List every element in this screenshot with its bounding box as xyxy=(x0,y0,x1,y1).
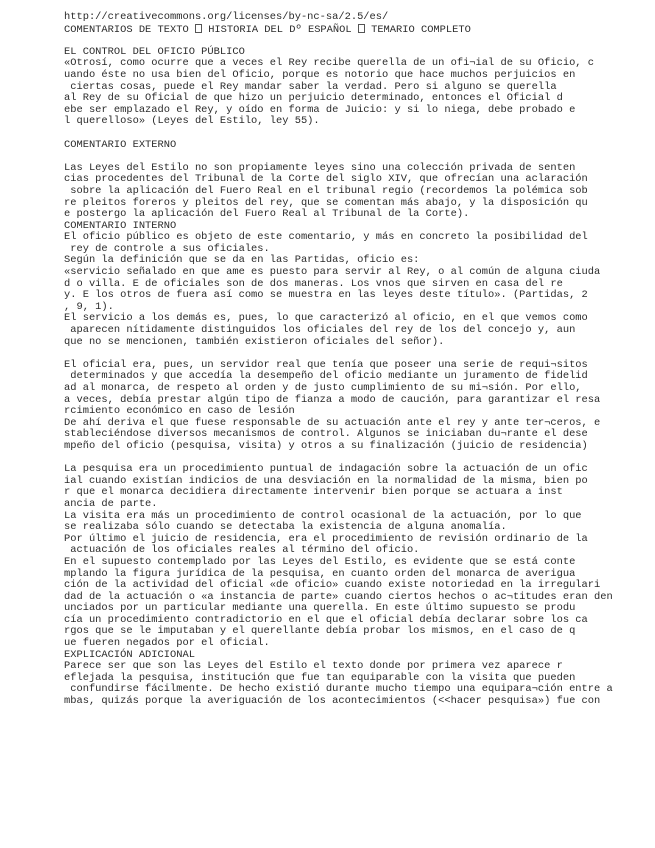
text-line: Parece ser que son las Leyes del Estilo el texto donde por primera vez aparece r xyxy=(64,660,563,673)
text-line: sobre la aplicación del Fuero Real en el tribunal regio (recordemos la polémica sob xyxy=(64,184,588,197)
text-line: stableciéndose diversos mecanismos de control. Algunos se iniciaban du¬rante el dese xyxy=(64,428,588,441)
text-line: rgos que se le imputaban y el querellante debía probar los mismos, en el caso de q xyxy=(64,625,576,638)
text-line: dad de la actuación o «a instancia de parte» cuando ciertos hechos o ac¬titudes eran den xyxy=(64,590,613,603)
text-line: unciados por un particular mediante una querella. En este último supuesto se produ xyxy=(64,602,576,615)
header-subject-title: HISTORIA DEL Dº ESPAÑOL xyxy=(201,23,358,36)
blank-line xyxy=(64,151,649,163)
text-line: determinados y que accedía la desempeño del oficio mediante un juramento de fidelid xyxy=(64,370,588,383)
text-line: La pesquisa era un procedimiento puntual de indagación sobre la actuación de un ofic xyxy=(64,463,588,476)
text-line: se realizaba sólo cuando se detectaba la existencia de alguna anomalía. xyxy=(64,521,507,534)
text-line: l querelloso» (Leyes del Estilo, ley 55). xyxy=(64,115,320,128)
text-line: cía un procedimiento contradictorio en el que el oficial debía declarar sobre los ca xyxy=(64,613,588,626)
text-line: rey de controle a sus oficiales. xyxy=(64,242,270,255)
text-line: mplando la figura jurídica de la pesquisa, en cuanto orden del monarca de averigua xyxy=(64,567,576,580)
text-line: El servicio a los demás es, pues, lo que caracterizó al oficio, en el que vemos como xyxy=(64,312,588,325)
text-line: ial cuando existían indicios de una desviación en la normalidad de la misma, bien po xyxy=(64,474,588,487)
text-line: ción de la actividad del oficial «de oficio» cuando existe notoriedad en la irregulari xyxy=(64,579,601,592)
text-line: re pleitos foreros y pleitos del rey, que se comentan más abajo, y la disposición qu xyxy=(64,196,588,209)
text-line: ue fueren negados por el oficial. xyxy=(64,637,270,650)
text-line: actuación de los oficiales reales al término del oficio. xyxy=(64,544,420,557)
text-line: eflejada la pesquisa, institución que fue tan equiparable con la visita que pueden xyxy=(64,671,576,684)
text-line: «Otrosí, como ocurre que a veces el Rey recibe querella de un ofi¬ial de su Oficio, c xyxy=(64,57,595,70)
text-line: mbas, quizás porque la averiguación de los acontecimientos (<<hacer pesquisa») fue con xyxy=(64,695,601,708)
text-line: que no se mencionen, también existieron oficiales del señor). xyxy=(64,335,445,348)
text-line: uando éste no usa bien del Oficio, porque es notorio que hace muchos perjuicios en xyxy=(64,68,576,81)
text-line: confundirse fácilmente. De hecho existió durante mucho tiempo una equipara¬ción entre a xyxy=(64,683,613,696)
text-line: mpeño del oficio (pesquisa, visita) y otros a su finalización (juicio de residencia) xyxy=(64,439,588,452)
document-header xyxy=(64,24,649,36)
text-line: ciertas cosas, puede el Rey mandar saber la verdad. Pero si alguno se querella xyxy=(64,80,557,93)
header-course-title: COMENTARIOS DE TEXTO xyxy=(64,23,195,36)
text-line: «servicio señalado en que ame es puesto para servir al Rey, o al común de alguna ciuda xyxy=(64,266,601,279)
text-line: aparecen nítidamente distinguidos los oficiales del rey de los del concejo y, aun xyxy=(64,324,576,337)
text-line: ad al monarca, de respeto al orden y de justo cumplimiento de su mi¬sión. Por ello, xyxy=(64,382,582,394)
text-line: al Rey de su Oficial de que hizo un perjuicio determinado, entonces el Oficial d xyxy=(64,92,563,105)
text-line: cias procedentes del Tribunal de la Corte del siglo XIV, que ofrecían una aclaración xyxy=(64,173,588,186)
document-page xyxy=(64,12,649,708)
blank-line xyxy=(64,128,649,140)
separator-box-icon xyxy=(358,24,365,33)
text-line: La visita era más un procedimiento de control ocasional de la actuación, por lo que xyxy=(64,509,582,522)
text-line: Por último el juicio de residencia, era el procedimiento de revisión ordinario de la xyxy=(64,532,588,545)
text-line: ancia de parte. xyxy=(64,497,158,510)
text-line: r que el monarca decidiera directamente intervenir bien porque se actuara a inst xyxy=(64,486,563,499)
text-line: COMENTARIO EXTERNO xyxy=(64,138,177,151)
text-line: En el supuesto contemplado por las Leyes del Estilo, es evidente que se está conte xyxy=(64,555,576,568)
text-line: ebe ser emplazado el Rey, y oído en forma de Juicio: y si lo niega, debe probado e xyxy=(64,103,576,116)
text-line: El oficial era, pues, un servidor real que tenía que poseer una serie de requi¬sitos xyxy=(64,358,588,371)
text-line: EXPLICACIÓN ADICIONAL xyxy=(64,648,195,661)
text-line: EL CONTROL DEL OFICIO PÚBLICO xyxy=(64,45,245,58)
text-line: Las Leyes del Estilo no son propiamente leyes sino una colección privada de senten xyxy=(64,161,576,174)
text-line: e postergo la aplicación del Fuero Real al Tribunal de la Corte). xyxy=(64,208,470,221)
text-line: El oficio público es objeto de este comentario, y más en concreto la posibilidad del xyxy=(64,231,588,244)
text-line: , 9, 1). xyxy=(64,300,114,313)
text-line: De ahí deriva el que fuese responsable de su actuación ante el rey y ante ter¬ceros, e xyxy=(64,416,601,429)
text-line: y. E los otros de fuera así como se muestra en las leyes deste título». (Partidas, 2 xyxy=(64,289,588,302)
text-line: COMENTARIO INTERNO xyxy=(64,219,177,232)
text-line: a veces, debía prestar algún tipo de fianza a modo de caución, para garantizar el resa xyxy=(64,393,601,406)
text-line: Según la definición que se da en las Partidas, oficio es: xyxy=(64,254,420,267)
license-url: http://creativecommons.org/licenses/by-nc-sa/2.5/es/ xyxy=(64,11,389,23)
document-body xyxy=(64,47,649,708)
text-line: rcimiento económico en caso de lesión xyxy=(64,405,295,418)
separator-box-icon xyxy=(195,24,202,33)
text-line: d o villa. E de oficiales son de dos maneras. Los vnos que sirven en casa del re xyxy=(64,277,563,290)
header-syllabus-title: TEMARIO COMPLETO xyxy=(364,23,471,36)
